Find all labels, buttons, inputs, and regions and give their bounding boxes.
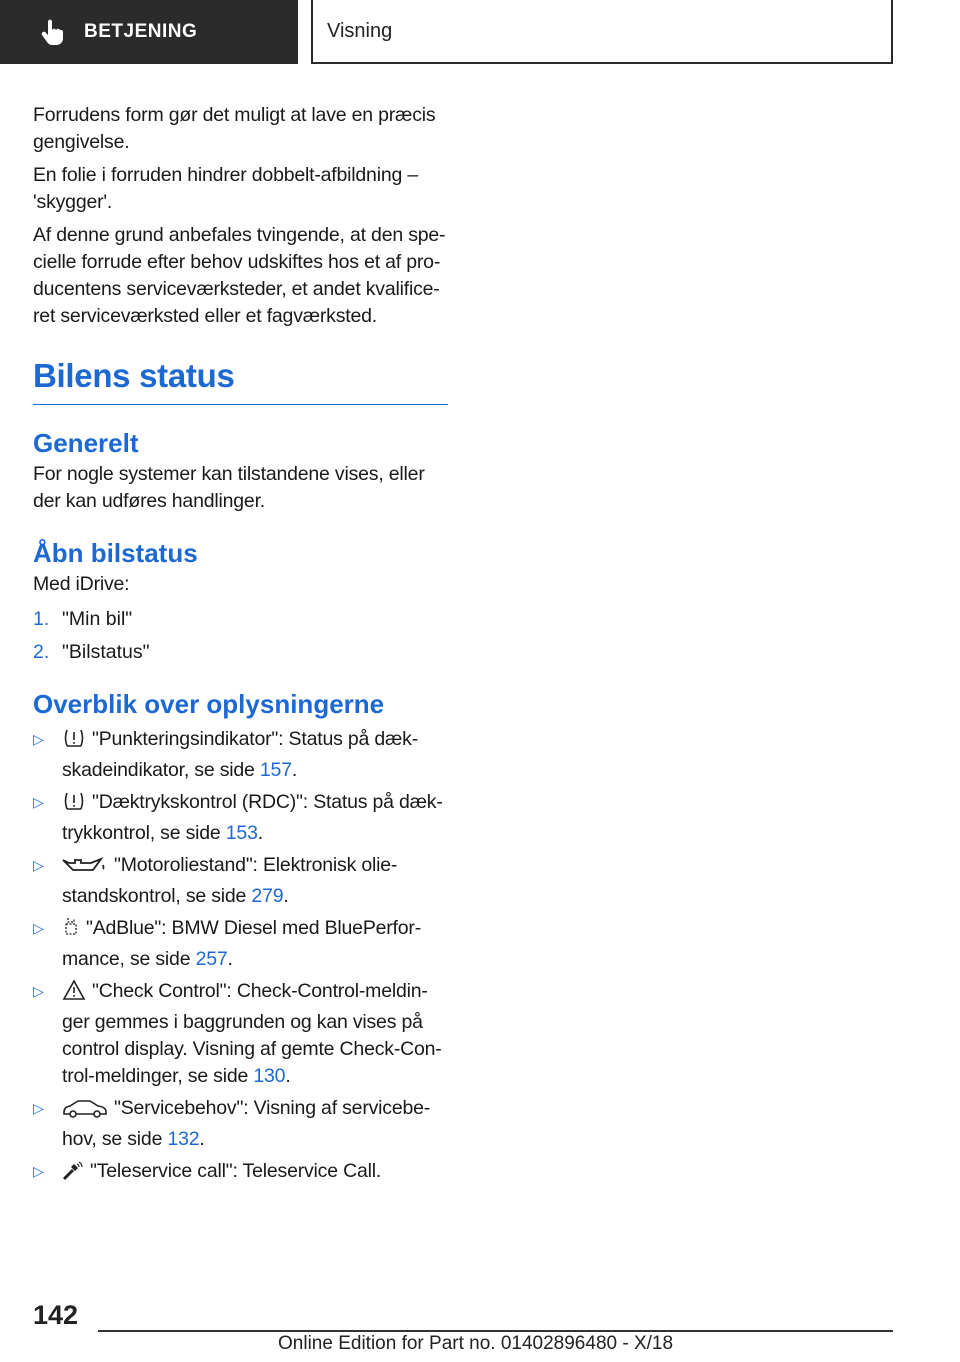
tire-warning-icon <box>62 727 86 757</box>
step-number: 2. <box>33 641 50 663</box>
intro-paragraph-1: Forrudens form gør det muligt at lave en præcis gengivelse. <box>33 104 436 153</box>
heading-generelt: Generelt <box>33 428 139 458</box>
heading-overblik: Overblik over oplysningerne <box>33 689 385 719</box>
bullet-triangle-icon: ▷ <box>33 983 44 999</box>
list-item <box>33 606 448 633</box>
chapter-tab-visning[interactable] <box>311 0 893 64</box>
step-text: "Min bil" <box>62 608 133 630</box>
page-header <box>0 0 960 66</box>
list-item: ▷ "Teleservice call": Teleservice Call. <box>33 1158 448 1189</box>
page-link-157[interactable]: 157 <box>259 759 292 781</box>
tire-pressure-icon <box>62 790 86 820</box>
chapter-tab-label: Visning <box>327 19 393 42</box>
page-link-130[interactable]: 130 <box>253 1065 286 1087</box>
bullet-triangle-icon: ▷ <box>33 1163 44 1179</box>
footer-edition: Online Edition for Part no. 01402896480 - X/18 <box>278 1333 674 1354</box>
intro-paragraph-2: En folie i forruden hindrer dobbelt-afbildning – 'skygger'. <box>33 164 418 213</box>
heading-bilens-status: Bilens status <box>33 354 448 405</box>
list-item: ▷ "Check Control": Check-Control-meldin-ger gemmes i baggrunden og kan vises på control display. Visning af gemte Check-Con-trol-meldinger, se side 130. <box>33 980 442 1087</box>
bullet-triangle-icon: ▷ <box>33 1100 44 1116</box>
overview-list <box>33 726 448 1189</box>
list-item: ▷ "Dæktrykskontrol (RDC)": Status på dæk-trykkontrol, se side 153. <box>33 791 443 844</box>
bullet-triangle-icon: ▷ <box>33 920 44 936</box>
list-item: ▷ "Servicebehov": Visning af servicebe-hov, se side 132. <box>33 1097 431 1150</box>
hand-pointer-icon <box>40 18 66 46</box>
oil-can-icon <box>62 855 108 883</box>
footer-divider <box>98 1330 893 1332</box>
list-item: ▷ "Motoroliestand": Elektronisk olie-standskontrol, se side 279. <box>33 854 398 907</box>
bullet-triangle-icon: ▷ <box>33 731 44 747</box>
page-link-279[interactable]: 279 <box>251 885 284 907</box>
list-item: ▷ "AdBlue": BMW Diesel med BluePerfor-mance, se side 257. <box>33 917 422 970</box>
step-number: 1. <box>33 608 50 630</box>
page-link-153[interactable]: 153 <box>225 822 258 844</box>
page-link-257[interactable]: 257 <box>195 948 228 970</box>
wrench-signal-icon <box>62 1161 84 1189</box>
section-tab-betjening[interactable] <box>0 0 298 64</box>
adblue-icon <box>62 916 80 946</box>
car-service-icon <box>62 1098 108 1126</box>
step-text: "Bilstatus" <box>62 641 150 663</box>
open-lead: Med iDrive: <box>33 573 130 595</box>
intro-paragraph-3: Af denne grund anbefales tvingende, at den spe-cielle forrude efter behov udskiftes hos et af pro-ducentens serviceværksteder, et andet kvalifice-ret serviceværksted eller et fagværksted. <box>33 224 446 327</box>
page-number: 142 <box>33 1300 79 1330</box>
content-column <box>33 102 448 1194</box>
warning-triangle-icon <box>62 979 86 1009</box>
bullet-triangle-icon: ▷ <box>33 794 44 810</box>
steps-list <box>33 606 448 666</box>
general-text: For nogle systemer kan tilstandene vises, eller der kan udføres handlinger. <box>33 463 425 512</box>
list-item <box>33 639 448 666</box>
section-tab-label: BETJENING <box>84 21 198 42</box>
bullet-triangle-icon: ▷ <box>33 857 44 873</box>
list-item: ▷ "Punkteringsindikator": Status på dæk-skadeindikator, se side 157. <box>33 728 418 781</box>
page-link-132[interactable]: 132 <box>167 1128 200 1150</box>
heading-abn-bilstatus: Åbn bilstatus <box>33 538 198 568</box>
